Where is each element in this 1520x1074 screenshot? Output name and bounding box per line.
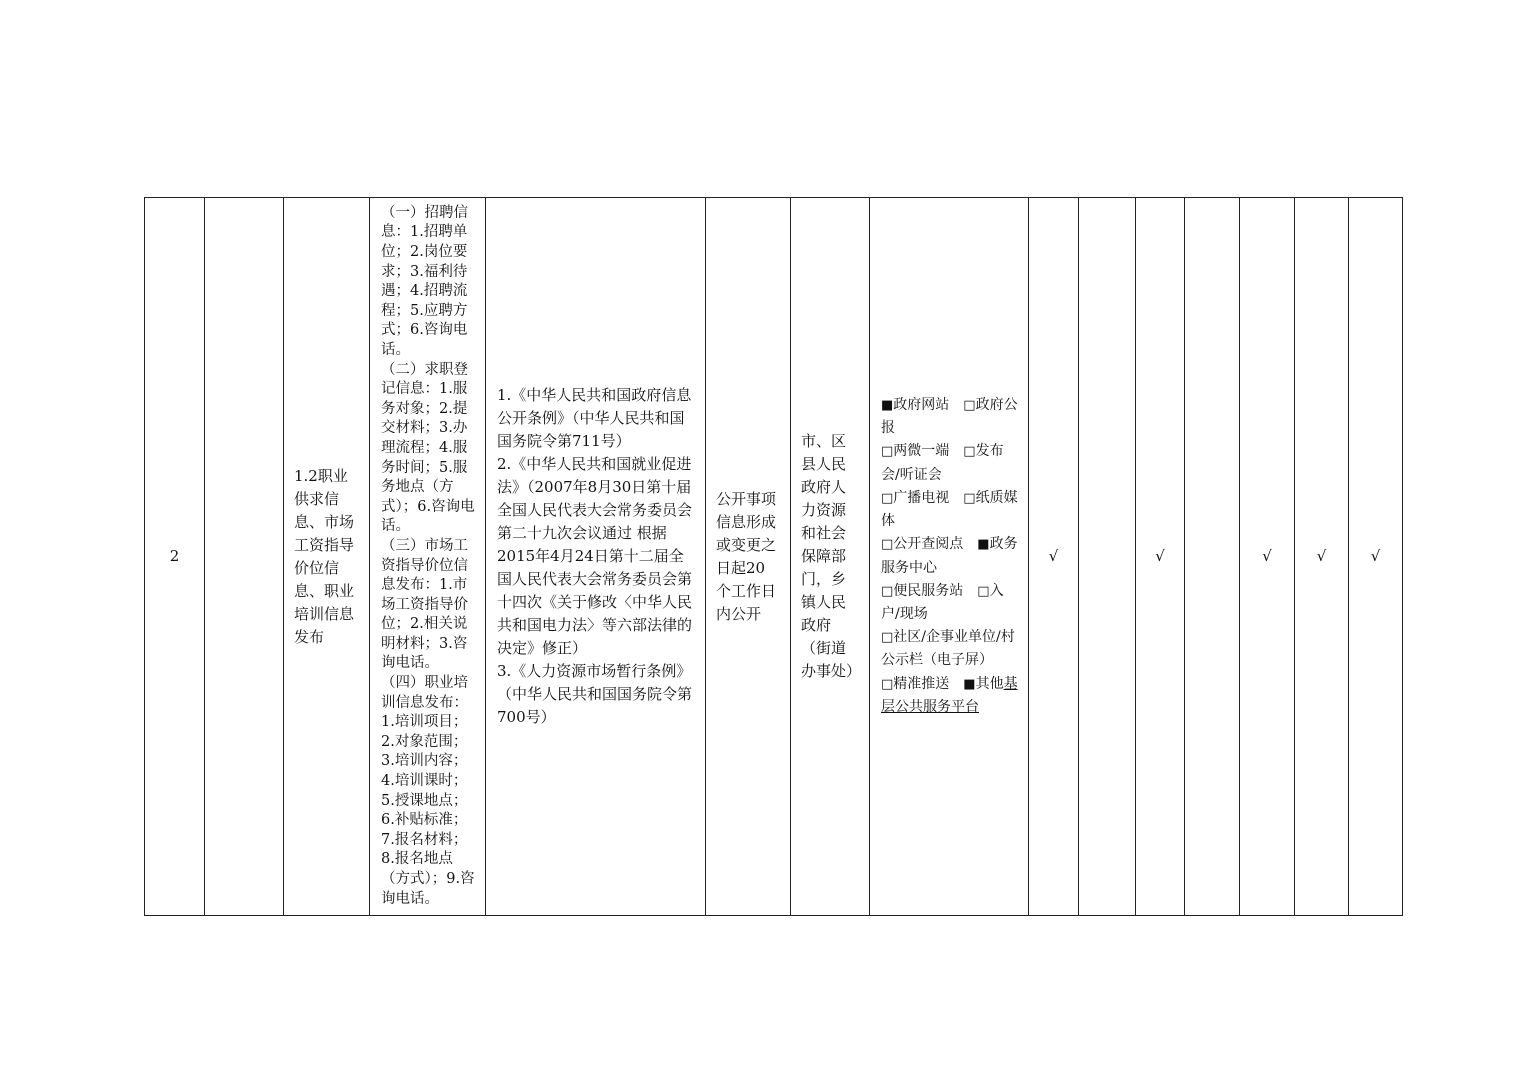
channel-label: 便民服务站 [893,582,964,599]
channel-option [881,490,949,506]
mark-cell: √ [1136,198,1185,916]
mark-cell: √ [1240,198,1295,916]
checkbox-icon: □ [881,444,894,460]
time-limit-text: 公开事项信息形成或变更之日起20个工作日内公开 [716,489,777,623]
channel-row [881,440,1018,486]
checkbox-icon: □ [963,444,976,460]
channel-row [881,580,1018,626]
channel-row [881,394,1018,440]
channel-label: 公开查阅点 [893,536,964,553]
channel-label: 入户/现场 [881,582,1004,622]
channels-cell [870,198,1029,916]
channel-label: 其他 [975,675,1004,692]
checkbox-icon: ■ [963,676,976,692]
channel-label: 政府网站 [893,397,950,414]
disclosure-table [144,197,1403,916]
channel-option [881,443,949,459]
channel-label: 政务服务中心 [881,536,1018,576]
mark-cell [1079,198,1136,916]
channel-option [881,629,1015,668]
basis-text [486,384,705,729]
checkbox-icon: ■ [881,398,894,414]
channel-label: 政府公报 [881,397,1018,437]
channel-label: 精准推送 [893,675,950,692]
item-cell [284,198,370,916]
table-row [145,198,1403,916]
channel-option [881,536,963,552]
channel-row [881,533,1018,579]
mark-cell [1185,198,1240,916]
basis-cell [486,198,706,916]
channel-option [881,676,949,692]
subject-text: 市、区县人民政府人力资源和社会保障部门，乡镇人民政府（街道办事处） [801,432,862,680]
content-paragraph: （二）求职登记信息：1.服务对象；2.提交材料；3.办理流程；4.服务时间；5.服务地点（方式）；6.咨询电话。 [381,361,475,535]
time-limit-cell [706,198,791,916]
row-index: 2 [145,198,205,916]
content-paragraph: （三）市场工资指导价位信息发布：1.市场工资指导价位；2.相关说明材料；3.咨询电话。 [381,537,468,672]
checkbox-icon: □ [963,490,976,506]
channel-label: 纸质媒体 [881,489,1018,530]
content-paragraph: （四）职业培训信息发布： 1.培训项目； 2.对象范围； 3.培训内容； 4.培训课时； 5.授课地点； 6.补贴标准； 7.报名材料； 8.报名地点（方式）；9.咨询电话。 [381,675,475,907]
basis-paragraph: 1.《中华人民共和国政府信息公开条例》（中华人民共和国国务院令第711号） [497,386,692,450]
other-channel-fill: 基层公共服务平台 [881,675,1018,715]
subject-cell [791,198,870,916]
empty-cell [205,198,284,916]
checkbox-icon: □ [963,398,976,414]
channel-label: 两微一端 [893,443,950,460]
checkbox-icon: ■ [977,537,990,553]
basis-paragraph: 3.《人力资源市场暂行条例》（中华人民共和国国务院令第700号） [497,662,693,726]
content-paragraph: （一）招聘信息：1.招聘单位；2.岗位要求；3.福利待遇；4.招聘流程；5.应聘方式；6.咨询电话。 [381,204,468,358]
checkbox-icon: □ [881,676,894,692]
checkbox-icon: □ [881,630,894,646]
channel-option [881,397,949,413]
channel-row [881,626,1018,672]
checkbox-icon: □ [977,583,990,599]
basis-paragraph: 2.《中华人民共和国就业促进法》（2007年8月30日第十届全国人民代表大会常务委员会第二十九次会议通过 根据2015年4月24日第十二届全国人民代表大会常务委员会第十四次《关于修改〈中华人民共和国电力法〉等六部法律的决定》修正） [497,455,693,657]
item-text: 1.2职业供求信息、市场工资指导价位信息、职业培训信息发布 [294,466,355,646]
channel-row [881,673,1018,719]
channel-option [881,583,963,599]
channel-label: 社区/企事业单位/村公示栏（电子屏） [881,629,1015,669]
channel-label: 广播电视 [893,489,950,506]
mark-cell: √ [1349,198,1403,916]
checkbox-icon: □ [881,490,894,506]
content-cell [370,198,486,916]
channel-label: 发布会/听证会 [881,443,1004,483]
channels-list [870,394,1028,719]
mark-cell: √ [1295,198,1349,916]
content-text [370,204,485,909]
checkbox-icon: □ [881,583,894,599]
mark-cell: √ [1029,198,1079,916]
channel-row [881,487,1018,533]
checkbox-icon: □ [881,537,894,553]
